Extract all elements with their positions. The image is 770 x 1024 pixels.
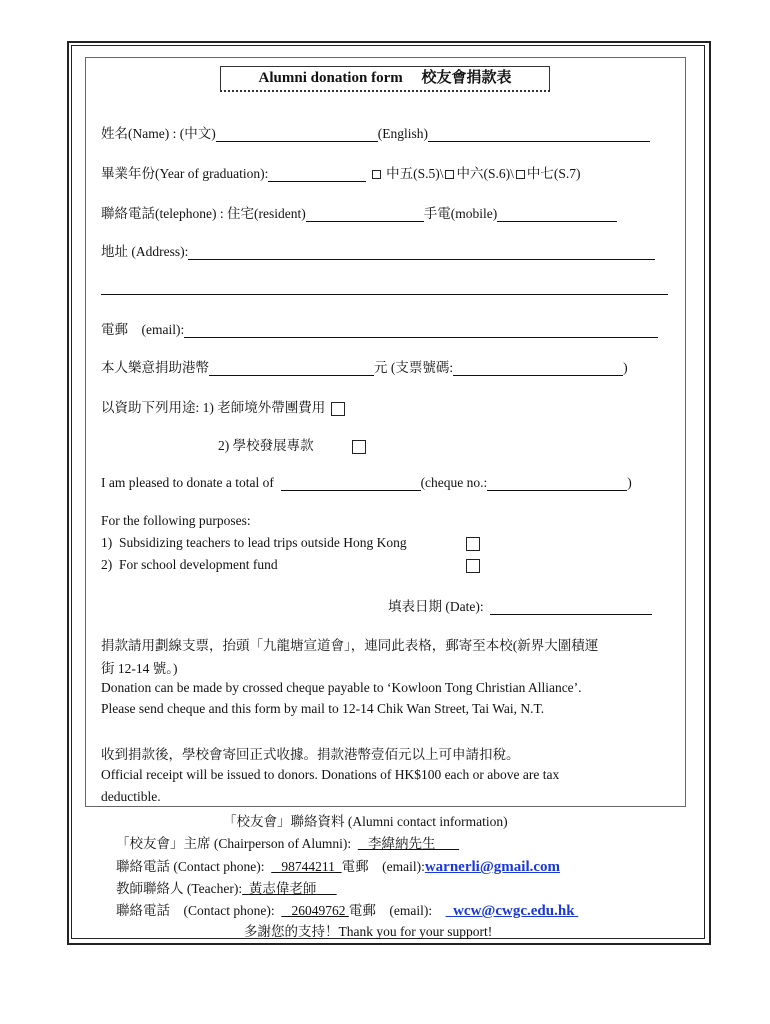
paren-close: ) <box>623 360 628 375</box>
donation-en-row <box>101 475 632 491</box>
chair-row <box>116 832 459 852</box>
email2-value: wcw@cwgc.edu.hk <box>453 903 575 919</box>
email2-link[interactable] <box>446 903 579 919</box>
mobile-label: 手電(mobile) <box>423 206 498 221</box>
phone1-value: 98744211 <box>281 859 335 874</box>
chair-label: 「校友會」主席 (Chairperson of Alumni): <box>116 836 352 851</box>
s6-label: 中六(S.6)\ <box>456 166 514 181</box>
cheque-no-en-field[interactable] <box>487 476 627 491</box>
name-row <box>101 122 650 142</box>
phone1-wrap <box>271 859 341 874</box>
purpose-en-1-checkbox[interactable] <box>466 537 480 551</box>
chair-name-wrap <box>358 836 459 851</box>
teacher-label: 教師聯絡人 (Teacher): <box>116 881 243 896</box>
email1-label: 電郵 (email): <box>341 859 425 874</box>
graduation-label: 畢業年份(Year of graduation): <box>101 166 269 181</box>
s5-label: 中五(S.5)\ <box>386 166 444 181</box>
purpose-cn-1-checkbox[interactable] <box>331 402 345 416</box>
email-field[interactable] <box>184 323 658 338</box>
receipt-en-line1: Official receipt will be issued to donors. Donations of HK$100 each or above are tax <box>101 767 560 782</box>
cheque-no-cn-field[interactable] <box>453 361 623 376</box>
s5-checkbox[interactable] <box>372 170 381 179</box>
purpose-en-2-label: 2) For school development fund <box>101 557 278 572</box>
phone2-value: 26049762 <box>291 903 346 918</box>
phone2-row <box>116 899 578 920</box>
phone2-label: 聯絡電話 (Contact phone): <box>116 903 275 918</box>
purpose-en-1-label: 1) Subsidizing teachers to lead trips outside Hong Kong <box>101 535 407 550</box>
phone2-wrap <box>281 903 349 918</box>
cheque-en-line2: Please send cheque and this form by mail to 12-14 Chik Wan Street, Tai Wai, N.T. <box>101 701 545 716</box>
thanks-text: 多謝您的支持！Thank you for your support! <box>244 924 493 939</box>
date-row <box>388 595 652 615</box>
name-label: 姓名(Name) : (中文) <box>101 126 216 141</box>
donation-cn-row <box>101 356 628 376</box>
receipt-en-line2: deductible. <box>101 789 161 804</box>
donation-cn-label: 本人樂意捐助港幣 <box>101 360 209 375</box>
cheque-cn-line2: 街 12-14 號。) <box>101 661 178 676</box>
phone1-label: 聯絡電話 (Contact phone): <box>116 859 265 874</box>
email-label: 電郵 (email): <box>101 322 185 337</box>
teacher-name-wrap <box>242 881 337 896</box>
cheque-en-label: (cheque no.: <box>420 475 488 490</box>
donation-amount-cn-field[interactable] <box>209 361 374 376</box>
email2-label: 電郵 (email): <box>348 903 433 918</box>
cheque-en-line1: Donation can be made by crossed cheque payable to ‘Kowloon Tong Christian Alliance’. <box>101 680 582 695</box>
name-english-field[interactable] <box>428 127 650 142</box>
donation-en-label: I am pleased to donate a total of <box>101 475 274 490</box>
email1-link[interactable]: warnerli@gmail.com <box>424 859 561 875</box>
address-row <box>101 240 655 260</box>
purpose-cn-2-label: 2) 學校發展專款 <box>218 438 314 453</box>
s7-checkbox[interactable] <box>516 170 525 179</box>
donation-amount-en-field[interactable] <box>281 476 421 491</box>
purpose-en-heading: For the following purposes: <box>101 513 251 528</box>
teacher-row <box>116 877 337 897</box>
s7-label: 中七(S.7) <box>526 166 581 181</box>
purpose-cn-1-label: 以資助下列用途: 1) 老師境外帶團費用 <box>101 400 326 415</box>
name-chinese-field[interactable] <box>216 127 378 142</box>
mobile-phone-field[interactable] <box>497 207 617 222</box>
purpose-cn-2-row <box>218 434 366 454</box>
cheque-cn-line1: 捐款請用劃線支票，抬頭「九龍塘宣道會」，連同此表格，郵寄至本校(新界大圍積運 <box>101 638 599 653</box>
telephone-row <box>101 202 617 222</box>
paren-close-en: ) <box>627 475 632 490</box>
purpose-cn-1-row <box>101 396 345 416</box>
purpose-en-2-checkbox[interactable] <box>466 559 480 573</box>
address-field[interactable] <box>188 245 655 260</box>
date-field[interactable] <box>490 600 652 615</box>
phone1-row <box>116 855 560 876</box>
name-english-label: (English) <box>377 126 428 141</box>
address-label: 地址 (Address): <box>101 244 189 259</box>
date-label: 填表日期 (Date): <box>388 599 484 614</box>
address-field-line2[interactable] <box>101 294 668 295</box>
teacher-name: 黃志偉老師 <box>248 881 317 896</box>
contact-heading: 「校友會」聯絡資料 (Alumni contact information) <box>223 814 508 829</box>
graduation-year-field[interactable] <box>268 167 366 182</box>
form-title: Alumni donation form 校友會捐款表 <box>220 66 550 92</box>
chair-name: 李緯納先生 <box>367 836 436 851</box>
telephone-label: 聯絡電話(telephone) : 住宅(resident) <box>101 206 306 221</box>
email-row <box>101 318 658 338</box>
cheque-cn-label: 元 (支票號碼: <box>374 360 454 375</box>
purpose-cn-2-checkbox[interactable] <box>352 440 366 454</box>
graduation-row <box>101 162 580 182</box>
receipt-cn: 收到捐款後，學校會寄回正式收據。捐款港幣壹佰元以上可申請扣稅。 <box>101 747 520 762</box>
s6-checkbox[interactable] <box>445 170 454 179</box>
resident-phone-field[interactable] <box>306 207 424 222</box>
